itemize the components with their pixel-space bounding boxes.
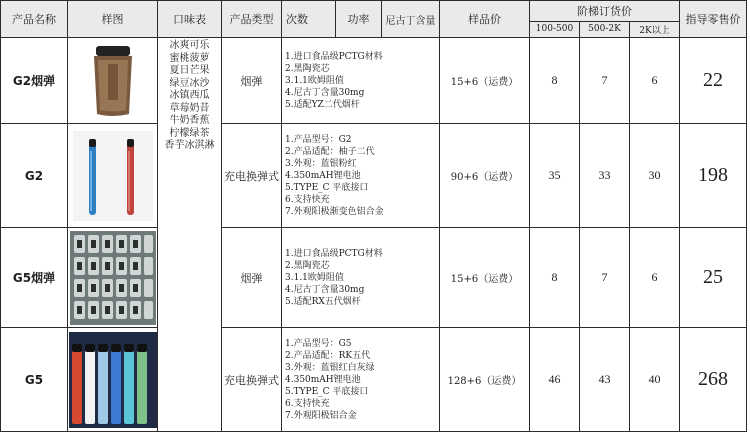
spec-line: 7.外观阳极铝合金 (285, 410, 357, 421)
tier-3-price: 6 (630, 228, 680, 328)
spec-line: 3.外观：蓝银红白灰绿 (285, 362, 375, 373)
table-row (1, 228, 747, 328)
tier-1-price: 35 (530, 124, 580, 228)
spec-line: 6.支持快充 (285, 398, 330, 409)
product-specs (282, 124, 440, 228)
product-specs (282, 228, 440, 328)
product-type: 烟弹 (222, 38, 282, 124)
header-nicotine: 尼古丁含量 (382, 1, 440, 38)
flavor-item: 草莓奶昔 (169, 102, 210, 114)
spec-line: 6.支持快充 (285, 194, 330, 205)
flavor-item: 夏日芒果 (169, 65, 210, 76)
pod-grid-icon (70, 231, 156, 325)
product-image (68, 228, 158, 328)
pod-cartridge-icon (88, 44, 138, 118)
header-power: 功率 (336, 1, 382, 38)
product-type: 烟弹 (222, 228, 282, 328)
spec-line: 5.TYPE_C 平底接口 (285, 182, 369, 193)
sample-price: 90+6（运费） (440, 124, 530, 228)
spec-line: 2.产品适配：柚子二代 (285, 146, 375, 157)
tier-3-price: 30 (630, 124, 680, 228)
product-name: G2 (1, 124, 68, 228)
sample-price: 15+6（运费） (440, 38, 530, 124)
sample-price: 128+6（运费） (440, 328, 530, 432)
spec-line: 1.产品型号：G5 (285, 338, 352, 349)
tier-3-price: 6 (630, 38, 680, 124)
header-puffs: 次数 (282, 1, 336, 38)
product-name: G5 (1, 328, 68, 432)
flavor-item: 冰镇西瓜 (169, 90, 210, 101)
header-name: 产品名称 (1, 1, 68, 38)
spec-line: 2.黑陶瓷芯 (285, 260, 330, 271)
tier-1-price: 8 (530, 228, 580, 328)
spec-line: 3.1.1欧姆阻值 (285, 75, 344, 86)
spec-line: 4.尼古丁含量30mg (285, 87, 365, 98)
tier-2-price: 33 (580, 124, 630, 228)
tier-2-price: 7 (580, 228, 630, 328)
header-type: 产品类型 (222, 1, 282, 38)
flavor-item: 牛奶香蕉 (169, 115, 210, 126)
product-name: G2烟弹 (1, 38, 68, 124)
device-pen-icon (73, 131, 153, 221)
product-image (68, 124, 158, 228)
spec-line: 5.适配YZ二代烟杆 (285, 99, 360, 110)
retail-price: 198 (680, 124, 747, 228)
product-image (68, 328, 158, 432)
flavor-item: 冰爽可乐 (169, 40, 210, 51)
flavor-item: 香芋冰淇淋 (164, 140, 215, 151)
tier-2-price: 7 (580, 38, 630, 124)
header-tier-1: 100-500 (530, 21, 580, 37)
header-flavor: 口味表 (158, 1, 222, 38)
spec-line: 1.产品型号：G2 (285, 134, 352, 145)
spec-line: 5.TYPE_C 平底接口 (285, 386, 369, 397)
product-specs (282, 328, 440, 432)
table-row (1, 38, 747, 124)
tier-3-price: 40 (630, 328, 680, 432)
spec-line: 4.350mAH锂电池 (285, 374, 361, 385)
flavor-item: 蜜桃菠萝 (169, 52, 210, 64)
retail-price: 268 (680, 328, 747, 432)
header-sample-price: 样品价 (440, 1, 530, 38)
sample-price: 15+6（运费） (440, 228, 530, 328)
flavor-item: 柠檬绿茶 (169, 127, 210, 139)
tier-1-price: 8 (530, 38, 580, 124)
spec-line: 4.尼古丁含量30mg (285, 284, 365, 295)
product-type: 充电换弹式 (222, 124, 282, 228)
retail-price: 25 (680, 228, 747, 328)
spec-line: 1.进口食品级PCTG材料 (285, 248, 383, 259)
product-type: 充电换弹式 (222, 328, 282, 432)
tier-2-price: 43 (580, 328, 630, 432)
flavor-list (158, 38, 222, 432)
spec-line: 1.进口食品级PCTG材料 (285, 51, 383, 62)
product-name: G5烟弹 (1, 228, 68, 328)
device-set-icon (69, 332, 157, 428)
header-retail-price: 指导零售价 (680, 1, 747, 38)
product-specs (282, 38, 440, 124)
spec-line: 7.外观阳极渐变色铝合金 (285, 206, 384, 217)
header-tier-3: 2K以上 (630, 21, 680, 37)
table-row (1, 124, 747, 228)
spec-line: 2.产品适配：RK五代 (285, 350, 371, 361)
header-tier-price: 阶梯订货价 (530, 1, 680, 22)
spec-line: 3.外观：蓝银粉红 (285, 158, 357, 169)
spec-line: 5.适配RX五代烟杆 (285, 296, 361, 307)
spec-line: 3.1.1欧姆阻值 (285, 272, 344, 283)
tier-1-price: 46 (530, 328, 580, 432)
product-image (68, 38, 158, 124)
header-tier-2: 500-2K (580, 21, 630, 37)
header-image: 样图 (68, 1, 158, 38)
retail-price: 22 (680, 38, 747, 124)
flavor-item: 绿豆冰沙 (169, 77, 210, 89)
table-row (1, 328, 747, 432)
spec-line: 2.黑陶瓷芯 (285, 63, 330, 74)
spec-line: 4.350mAH锂电池 (285, 170, 361, 181)
